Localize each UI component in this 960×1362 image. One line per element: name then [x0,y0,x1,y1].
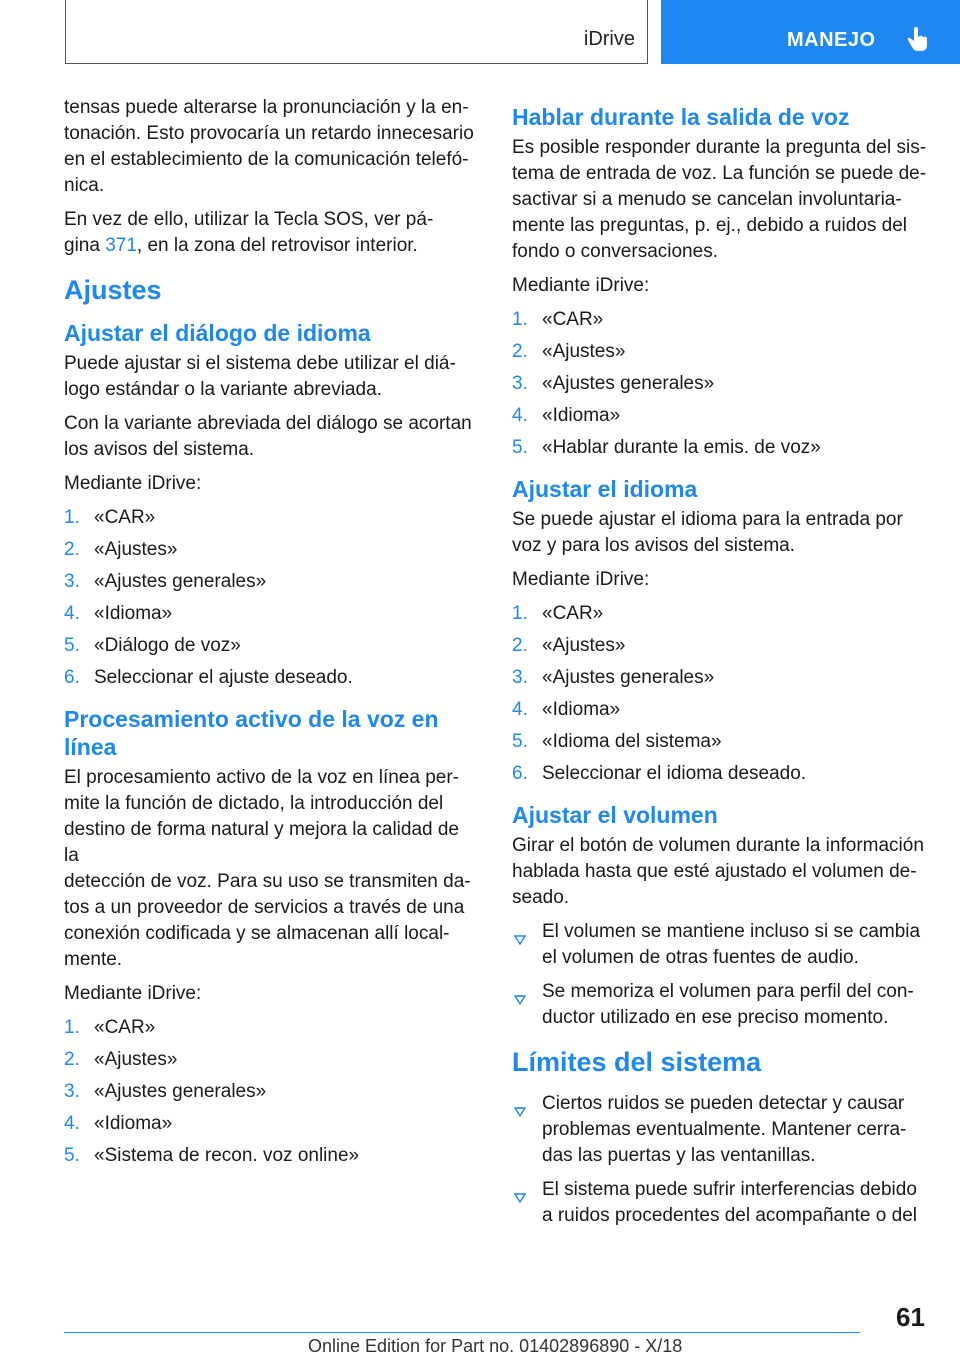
online-steps-list [64,1015,478,1169]
list-item: 4. «Idioma» [64,1113,173,1134]
list-item: 1. «CAR» [512,309,604,330]
heading-language: Ajustar el idioma [512,476,698,502]
header-section-box [65,0,648,64]
chapter-label: MANEJO [787,29,876,51]
list-item: 2. «Ajustes» [64,1049,178,1070]
list-item: El sistema puede sufrir interferencias debido a ruidos procedentes del acompañante o del [512,1177,928,1229]
speak-paragraph: Es posible responder durante la pregunta del sis‐ tema de entrada de voz. La función se puede de‐ sactivar si a menudo se cancelan involuntaria‐ mente las preguntas, p. ej., debido a ruidos del fondo o conversaciones. [512,137,927,262]
volume-paragraph: Girar el botón de volumen durante la información hablada hasta que esté ajustado el volumen de‐ seado. [512,835,924,908]
heading-volume: Ajustar el volumen [512,802,718,828]
page-number: 61 [896,1302,925,1332]
triangle-bullet-icon [514,1185,526,1211]
heading-ajustes: Ajustes [64,275,162,305]
dialog-idrive-label: Mediante iDrive: [64,473,202,494]
list-item: 1. «CAR» [512,603,604,624]
right-column [512,95,928,1237]
list-item: 4. «Idioma» [512,699,621,720]
heading-dialog: Ajustar el diálogo de idioma [64,320,371,346]
triangle-bullet-icon [514,987,526,1013]
list-item: 3. «Ajustes generales» [64,571,267,592]
online-paragraph: El procesamiento activo de la voz en línea per‐ mite la función de dictado, la introducción del destino de forma natural y mejora la calidad de la detección de voz. Para su uso se transmiten da‐ tos a un proveedor de servicios a través de una conexión codificada y se almacenan allí local‐ mente. [64,767,471,970]
page-reference-link[interactable]: 371 [105,235,137,256]
list-item: 2. «Ajustes» [512,341,626,362]
speak-idrive-label: Mediante iDrive: [512,275,650,296]
triangle-bullet-icon [514,1099,526,1125]
speak-steps-list [512,307,928,461]
list-item: El volumen se mantiene incluso si se cambia el volumen de otras fuentes de audio. [512,919,928,971]
list-item: 4. «Idioma» [512,405,621,426]
sos-paragraph: En vez de ello, utilizar la Tecla SOS, ver pá‐ gina 371, en la zona del retrovisor interior. [64,209,434,256]
language-steps-list [512,601,928,787]
list-item: 3. «Ajustes generales» [512,667,715,688]
left-column [64,95,478,1177]
dialog-steps-list [64,505,478,691]
triangle-bullet-icon [514,927,526,953]
list-item: 3. «Ajustes generales» [512,373,715,394]
list-item: 5. «Idioma del sistema» [512,731,722,752]
list-item: 1. «CAR» [64,1017,156,1038]
list-item: 4. «Idioma» [64,603,173,624]
list-item: 1. «CAR» [64,507,156,528]
list-item: 5. «Hablar durante la emis. de voz» [512,437,821,458]
list-item: 5. «Diálogo de voz» [64,635,241,656]
dialog-paragraph-2: Con la variante abreviada del diálogo se acortan los avisos del sistema. [64,413,472,460]
list-item: 2. «Ajustes» [512,635,626,656]
limits-bullet-list [512,1091,928,1229]
language-idrive-label: Mediante iDrive: [512,569,650,590]
dialog-paragraph-1: Puede ajustar si el sistema debe utilizar el diá‐ logo estándar o la variante abreviada. [64,353,456,400]
hand-pointer-icon [907,26,929,57]
heading-online-processing: Procesamiento activo de la voz en línea [64,706,439,760]
language-paragraph: Se puede ajustar el idioma para la entrada por voz y para los avisos del sistema. [512,509,903,556]
list-item: 5. «Sistema de recon. voz online» [64,1145,360,1166]
volume-bullet-list [512,919,928,1031]
intro-paragraph: tensas puede alterarse la pronunciación y la en‐ tonación. Esto provocaría un retardo innecesario en el establecimiento de la comunicación telefó‐ nica. [64,97,474,196]
list-item: 2. «Ajustes» [64,539,178,560]
list-item: Se memoriza el volumen para perfil del con‐ ductor utilizado en ese preciso momento. [512,979,928,1031]
footer-divider [64,1332,860,1333]
chapter-tab[interactable] [661,0,960,64]
section-title: iDrive [583,28,635,50]
heading-system-limits: Límites del sistema [512,1047,762,1077]
heading-speak-during-output: Hablar durante la salida de voz [512,104,850,130]
list-item: 6. Seleccionar el ajuste deseado. [64,667,353,688]
list-item: 6. Seleccionar el idioma deseado. [512,763,807,784]
list-item: 3. «Ajustes generales» [64,1081,267,1102]
online-idrive-label: Mediante iDrive: [64,983,202,1004]
footer-edition-text: Online Edition for Part no. 01402896890 - X/18 [308,1336,683,1356]
list-item: Ciertos ruidos se pueden detectar y causar problemas eventualmente. Mantener cerra‐ das las puertas y las ventanillas. [512,1091,928,1169]
